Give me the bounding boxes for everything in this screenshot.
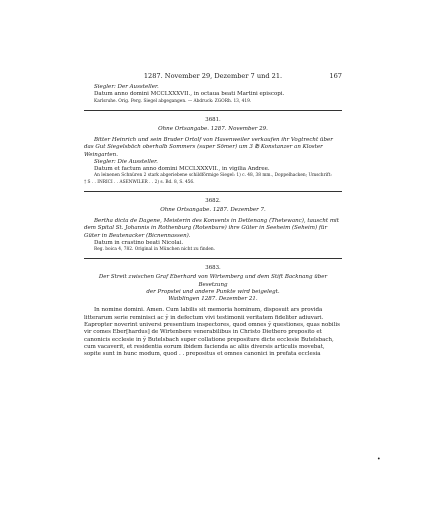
regest-line: Güter in Beutenacker (Bicnennassen). [84,232,191,239]
regest-line: Weingarten. [84,151,118,158]
top-source: Karlsruhe. Orig. Perg. Siegel abgegangen. — Abdruck: ZGORh. 13, 419. [94,98,252,104]
document-number: 3683. [205,265,221,272]
datum-line: Datum et factum anno domini MCCLXXXVII., in vigilia Andree. [94,166,270,173]
regest-line: Bertha dicta de Dagene, Meisterin des Konvents in Dettenang (Thetewanc), tauscht mit [94,217,340,224]
text-line: vir comes Eber[hardus] de Wirtenbere venerabilibus in Christo Diethero preposito et [84,329,322,336]
regest-line: das Gut Siegelsbāch oberhalb Sommers (super Sōmer) um 3 ℔ Konstanzer an Kloster [84,144,323,151]
regest-line: Bitter Heinrich und sein Bruder Ortolf von Hasenweiler verkaufen ihr Vogtrecht über [94,136,333,143]
siegler-line: Siegler: Die Aussteller. [94,158,158,165]
top-datum: Datum anno domini MCCLXXXVII., in octaua beati Martini episcopi. [94,91,285,98]
dateline: Ohne Ortsangabe. 1287. Dezember 7. [160,206,266,213]
document-number: 3681. [205,116,221,123]
text-line: sopite sunt in hunc modum, quod . . prepositus et omnes canonici in prefata ecclesia [84,351,321,358]
page-number: 167 [329,72,342,80]
corner-mark: • [377,456,381,463]
running-header [84,72,342,84]
running-title: 1287. November 29, Dezember 7 und 21. [143,72,283,80]
dateline: Waiblingen 1287. Dezember 21. [168,296,258,303]
text-line: canonicis ecclesie in ỹ Butelsbach super collatione prepositure dicte ecclesie Butelsbach, [84,336,334,343]
dateline: Ohne Ortsangabe. 1287. November 29. [158,125,268,132]
text-line: litterarum serie reminisci ac ỹ in defectum vivi testimonii veritatem fideliter adiuvari. [84,314,324,321]
document-title-line: Der Streit zwischen Graf Eberhard von Wirtemberg und dem Stift Backnang über Besetzung [98,274,328,288]
separator-rule [84,110,342,111]
text-line: cum vacaverit, et residentia eorum ibidem facienda ac aliis diversis articulis movebat, [84,343,325,350]
document-page [84,72,342,359]
source-line: An leinenen Schnüren 2 stark abgeriebene schildförmige Siegel: 1) c. 48, 38 mm., Doppelhacken; Umschrift: [94,173,332,179]
text-line: Eapropter noverint universi presentium inspectores, quod omnes ỹ questiones, quas nobilis [84,322,340,329]
document-number: 3682. [205,197,221,204]
text-line: In nomine domini. Amen. Cum labilis sit memoria hominum, disposuit ars provida [94,307,323,314]
datum-line: Datum in crastino beati Nicolai. [94,239,184,246]
source-line: Reg. boica 4, 782. Original in München nicht zu finden. [94,247,216,253]
top-siegler: Siegler: Der Aussteller. [94,84,159,90]
separator-rule [84,258,342,259]
regest-line: dem Spital St. Johannis in Rothenburg (Rotenbure) ihre Güter in Seeheim (Seheim) für [84,225,328,232]
document-title-line: der Propstei und andere Punkte wird beigelegt. [146,288,280,295]
source-line: † S . . INRICI . . ASENWILER . . 2) s. Bd. 8, S. 456. [84,179,195,185]
separator-rule [84,191,342,192]
